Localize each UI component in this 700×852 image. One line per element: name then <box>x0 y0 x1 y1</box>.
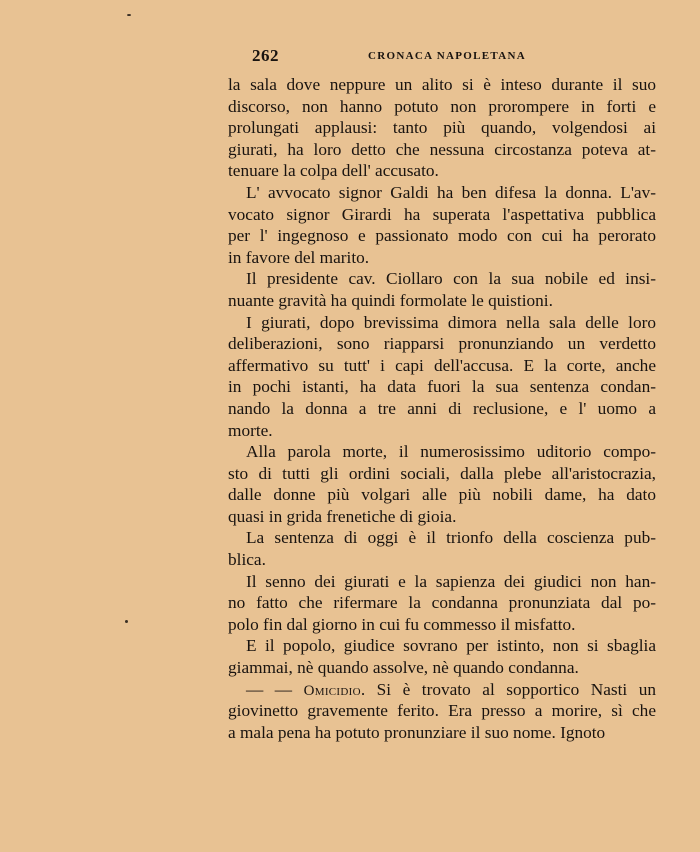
text-line: Il presidente cav. Ciollaro con la sua nobile ed insi- <box>246 269 656 289</box>
text-line: nuante gravità ha quindi formolate le quistioni. <box>228 290 553 310</box>
text-line: prolungati applausi: tanto più quando, volgendosi ai <box>228 118 656 138</box>
text-line: no fatto che rifermare la condanna pronunziata dal po- <box>228 593 656 613</box>
text-line: polo fin dal giorno in cui fu commesso il misfatto. <box>228 614 576 634</box>
text-line: giammai, nè quando assolve, nè quando condanna. <box>228 658 579 678</box>
text-line: in favore del marito. <box>228 247 370 267</box>
paragraph <box>228 182 656 268</box>
text-fragment: . Si è trovato al sopportico Nasti un <box>360 679 657 699</box>
text-line: nando la donna a tre anni di reclusione, e l' uomo a <box>228 398 656 418</box>
text-line: giurati, ha loro detto che nessuna circostanza poteva at- <box>228 139 656 159</box>
paragraph <box>228 441 656 527</box>
page-header <box>228 46 658 70</box>
paragraph <box>228 74 656 182</box>
text-line: morte. <box>228 420 273 440</box>
paragraph <box>228 527 656 570</box>
text-line: discorso, non hanno potuto non prorompere in forti e <box>228 96 656 116</box>
text-line: L' avvocato signor Galdi ha ben difesa la donna. L'av- <box>246 182 656 202</box>
text-line: dalle donne più volgari alle più nobili dame, ha dato <box>228 485 656 505</box>
text-line: affermativo su tutt' i capi dell'accusa. E la corte, anche <box>228 355 656 375</box>
body-text <box>228 74 656 743</box>
paragraph <box>228 268 656 311</box>
text-line: deliberazioni, sono riapparsi pronunziando un verdetto <box>228 334 656 354</box>
paragraph <box>228 635 656 678</box>
ink-speck <box>125 620 128 623</box>
text-line: La sentenza di oggi è il trionfo della coscienza pub- <box>246 528 656 548</box>
paragraph <box>228 571 656 636</box>
page-number: 262 <box>252 46 279 65</box>
text-line: Alla parola morte, il numerosissimo uditorio compo- <box>246 442 656 462</box>
text-line: a mala pena ha potuto pronunziare il suo nome. Ignoto <box>228 722 606 742</box>
section-keyword: Omicidio <box>303 682 361 699</box>
text-line: quasi in grida frenetiche di gioia. <box>228 506 457 526</box>
paragraph <box>228 679 656 744</box>
text-line: I giurati, dopo brevissima dimora nella sala delle loro <box>246 312 656 332</box>
text-line: blica. <box>228 550 266 570</box>
text-line: vocato signor Girardi ha superata l'aspettativa pubblica <box>228 204 656 224</box>
paragraph <box>228 312 656 442</box>
text-line <box>228 679 656 701</box>
text-line: Il senno dei giurati e la sapienza dei giudici non han- <box>246 571 656 591</box>
running-head: CRONACA NAPOLETANA <box>368 50 526 62</box>
ink-speck <box>127 14 131 16</box>
dash-lead: — — <box>246 679 304 699</box>
text-line: giovinetto gravemente ferito. Era presso a morire, sì che <box>228 701 656 721</box>
text-line: tenuare la colpa dell' accusato. <box>228 161 439 181</box>
text-line: sto di tutti gli ordini sociali, dalla plebe all'aristocrazia, <box>228 463 656 483</box>
text-line: per l' ingegnoso e passionato modo con cui ha perorato <box>228 226 656 246</box>
text-line: E il popolo, giudice sovrano per istinto, non si sbaglia <box>246 636 656 656</box>
text-line: in pochi istanti, ha data fuori la sua sentenza condan- <box>228 377 656 397</box>
text-line: la sala dove neppure un alito si è inteso durante il suo <box>228 75 656 94</box>
